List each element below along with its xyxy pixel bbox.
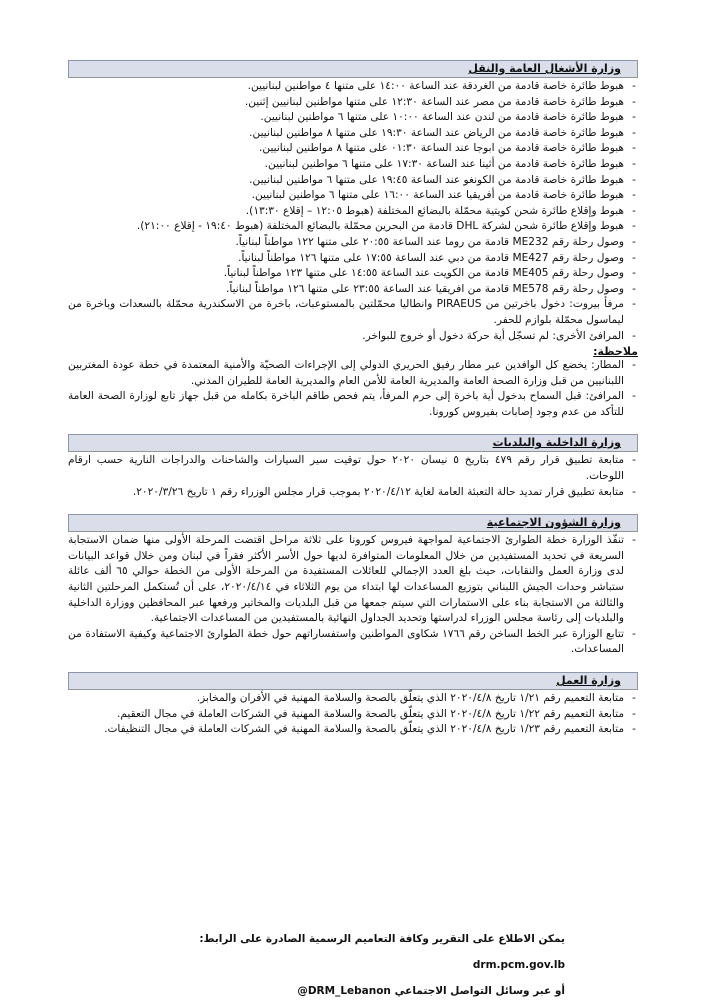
list-item: - هبوط وإقلاع طائرة شحن كويتية محمّلة بالبضائع المختلفة (هبوط ١٢:٠٥ – إقلاع ١٣:٣٠). <box>68 204 638 220</box>
section-title: وزارة العمل <box>68 672 638 690</box>
list-item: - متابعة تطبيق قرار تمديد حالة التعبئة العامة لغاية ٢٠٢٠/٤/١٢ بموجب قرار مجلس الوزراء رقم ١ تاريخ ٢٠٢٠/٣/٢٦. <box>68 485 638 501</box>
note-title: ملاحظة: <box>593 345 638 359</box>
list-item: - متابعة التعميم رقم ١/٢٢ تاريخ ٢٠٢٠/٤/٨ الذي يتعلّق بالصحة والسلامة المهنية في الشركات العاملة في مجال التعقيم. <box>68 707 638 723</box>
section-labor <box>68 672 638 738</box>
section-title: وزارة الأشغال العامة والنقل <box>68 60 638 78</box>
list-item: - المرافئ الأخرى: لم تسجّل أية حركة دخول أو خروج للبواخر. <box>68 329 638 345</box>
report-page <box>68 60 638 752</box>
note-list <box>68 358 638 420</box>
list-item: - هبوط طائرة خاصة قادمة من الغردقة عند الساعة ١٤:٠٠ على متنها ٤ مواطنين لبنانيين. <box>68 79 638 95</box>
section-title: وزارة الشؤون الاجتماعية <box>68 514 638 532</box>
section-title: وزارة الداخلية والبلديات <box>68 434 638 452</box>
section-interior <box>68 434 638 500</box>
list-item: - هبوط طائرة خاصة قادمة من الرياض عند الساعة ١٩:٣٠ على متنها ٨ مواطنين لبنانيين. <box>68 126 638 142</box>
list-item: - وصول رحلة رقم ME232 قادمة من روما عند الساعة ٢٠:٥٥ على متنها ١٢٢ مواطناً لبنانياً. <box>68 235 638 251</box>
list-item: - متابعة تطبيق قرار رقم ٤٧٩ بتاريخ ٥ نيسان ٢٠٢٠ حول توقيت سير السيارات والشاحنات والدراجات النارية حسب ارقام اللوحات. <box>68 453 638 484</box>
footer-text: يمكن الاطلاع على التقرير وكافة التعاميم الرسمية الصادرة على الرابط: <box>199 933 565 945</box>
list-item: - هبوط طائرة خاصة قادمة من ابوجا عند الساعة ٠١:٣٠ على متنها ٨ مواطنين لبنانيين. <box>68 141 638 157</box>
footer <box>195 926 565 1004</box>
list-item: - وصول رحلة رقم ME405 قادمة من الكويت عند الساعة ١٤:٥٥ على متنها ١٢٣ مواطناً لبنانياً. <box>68 266 638 282</box>
list-item: - وصول رحلة رقم ME427 قادمة من دبي عند الساعة ١٧:٥٥ على متنها ١٢٦ مواطناً لبنانياً. <box>68 251 638 267</box>
list-item: - متابعة التعميم رقم ١/٢١ تاريخ ٢٠٢٠/٤/٨ الذي يتعلّق بالصحة والسلامة المهنية في الأفران والمخابز. <box>68 691 638 707</box>
social-handle-link[interactable]: @DRM_Lebanon <box>297 985 391 997</box>
section-public-works <box>68 60 638 420</box>
list-item: - مرفأ بيروت: دخول باخرتين من PIRAEUS وانطاليا محمّلتين بالمستوعبات، باخرة من الاسكندرية محمّلة بالسعدات وباخرة من ليماسول محمّلة بلوازم للحفر. <box>68 297 638 328</box>
list-item: - تنفّذ الوزارة خطة الطوارئ الاجتماعية لمواجهة فيروس كورونا على ثلاثة مراحل اقتضت المرحلة الأولى منها ضمان الاستجابة السريعة في تحديد المستفيدين من خلال المعلومات المتوافرة لديها حول الأسر الأكثر فقراً في لبنان ومن خلال قواعد البيانات لدى وزارة العمل والنقابات، حيث بلغ العدد الإجمالي للعائلات المستفيدة من المرحلة الأولى من الخطة حوالي ٦٥ ألف عائلة ستباشر وحدات الجيش اللبناني بتوزيع المساعدات لها ابتداء من يوم الثلاثاء في ٢٠٢٠/٤/١٤، على أن تُستكمل المرحلتين الثانية والثالثة من الاستجابة بناء على الاستمارات التي سيتم جمعها من قبل البلديات والمخاتير ورفعها عبر المحافظين ووزارة الداخلية والبلديات إلى رئاسة مجلس الوزراء لدراستها وتحديد الجداول النهائية بالمستفيدين من المساعدات الاجتماعية. <box>68 533 638 627</box>
list-item: - هبوط طائرة خاصة قادمة من أثينا عند الساعة ١٧:٣٠ على متنها ٦ مواطنين لبنانيين. <box>68 157 638 173</box>
item-list <box>68 79 638 344</box>
note-item: - المرافئ: قبل السماح بدخول أية باخرة إلى حرم المرفأ، يتم فحص طاقم الباخرة بكامله من قبل جهاز تابع لوزارة الصحة العامة للتأكد من عدم وجود إصابات بفيروس كورونا. <box>68 389 638 420</box>
footer-line-2 <box>195 978 565 1004</box>
item-list <box>68 691 638 738</box>
list-item: - هبوط طائرة خاصة قادمة من لندن عند الساعة ١٠:٠٠ على متنها ٦ مواطنين لبنانيين. <box>68 110 638 126</box>
footer-text: أو عبر وسائل التواصل الاجتماعي <box>394 985 565 997</box>
footer-line-1 <box>195 926 565 978</box>
list-item: - تتابع الوزارة عبر الخط الساخن رقم ١٧٦٦ شكاوى المواطنين واستفساراتهم حول خطة الطوارئ الاجتماعية وكيفية الاستفادة من المساعدات. <box>68 627 638 658</box>
section-social-affairs <box>68 514 638 658</box>
list-item: - هبوط وإقلاع طائرة شحن لشركة DHL قادمة من البحرين محمّلة بالبضائع المختلفة (هبوط ١٩:٤٠ - إقلاع ٢١:٠٠). <box>68 219 638 235</box>
list-item: - هبوط طائرة خاصة قادمة من مصر عند الساعة ١٢:٣٠ على متنها مواطنين لبنانيين إثنين. <box>68 95 638 111</box>
item-list <box>68 453 638 500</box>
list-item: - متابعة التعميم رقم ١/٢٣ تاريخ ٢٠٢٠/٤/٨ الذي يتعلّق بالصحة والسلامة المهنية في الشركات العاملة في مجال التنظيفات. <box>68 722 638 738</box>
item-list <box>68 533 638 658</box>
website-link[interactable]: drm.pcm.gov.lb <box>472 959 565 971</box>
list-item: - هبوط طائرة خاصة قادمة من الكونغو عند الساعة ١٩:٤٥ على متنها ٦ مواطنين لبنانيين. <box>68 173 638 189</box>
list-item: - وصول رحلة رقم ME578 قادمة من افريقيا عند الساعة ٢٣:٥٥ على متنها ١٢٦ مواطناً لبنانياً. <box>68 282 638 298</box>
note-item: - المطار: يخضع كل الوافدين عبر مطار رفيق الحريري الدولي إلى الإجراءات الصحيّة والأمنية المعتمدة في خطة عودة المغتربين اللبنانيين من قبل وزارة الصحة العامة والمديرية العامة للأمن العام والمديرية العامة للطيران المدني. <box>68 358 638 389</box>
list-item: - هبوط طائرة خاصة قادمة من أفريقيا عند الساعة ١٦:٠٠ على متنها ٦ مواطنين لبنانيين. <box>68 188 638 204</box>
